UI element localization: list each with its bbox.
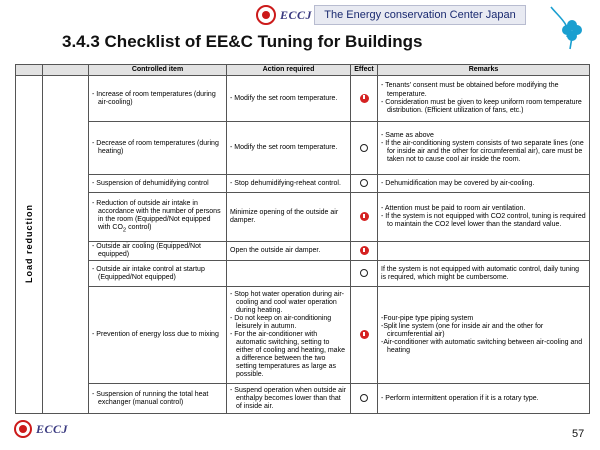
action-required: - Modify the set room temperature.	[230, 94, 338, 102]
header-effect: Effect	[351, 65, 378, 76]
eccj-logo	[256, 5, 312, 25]
eccj-logo-mark-icon	[256, 5, 276, 25]
eccj-logo-text: ECCJ	[280, 7, 313, 22]
category-cell	[16, 76, 43, 414]
controlled-item-tail: control)	[126, 224, 152, 232]
eccj-logo-mark-icon	[14, 420, 32, 438]
controlled-item-text: - Reduction of outside air intake in accordance with the number of persons in the room (Equipped/Not equipped with CO	[92, 199, 221, 232]
remark-line: - Attention must be paid to room air ventilation.	[381, 204, 526, 212]
controlled-item	[92, 200, 223, 234]
controlled-item: - Increase of room temperatures (during air-cooling)	[92, 90, 216, 106]
effect-circle-icon	[360, 144, 368, 152]
subscript-2: 2	[122, 227, 127, 234]
strong-effect-icon	[360, 330, 369, 339]
effect-circle-icon	[360, 394, 368, 402]
organization-banner: The Energy conservation Center Japan	[314, 5, 526, 25]
remark-line: - If the air-conditioning system consists of two separate lines (one for inside air and the other for circumferential air), care must be taken not to cause cool air inside the room.	[381, 140, 584, 164]
subcategory-blank-cell	[43, 76, 89, 414]
action-required: - Modify the set room temperature.	[230, 144, 338, 152]
table-row	[16, 287, 590, 384]
eccj-logo-text: ECCJ	[36, 421, 69, 436]
table-row	[16, 175, 590, 193]
action-required: Open the outside air damper.	[230, 247, 321, 255]
strong-effect-icon	[360, 212, 369, 221]
table-row	[16, 76, 590, 122]
strong-effect-icon	[360, 246, 369, 255]
remark-line: - If the system is not equipped with CO2 control, tuning is required to maintain the CO2 level lower than the standard value.	[381, 213, 586, 229]
action-required: - For the air-conditioner with automatic switching, setting to either of cooling and heating, make a difference between the two setting temperatures as large as possible.	[230, 331, 345, 379]
header-blank-cell	[16, 65, 43, 76]
remark-line: -Air-conditioner with automatic switching between air-cooling and heating	[381, 339, 583, 355]
table-row	[16, 122, 590, 175]
header-blank-cell	[43, 65, 89, 76]
header-remarks: Remarks	[378, 65, 590, 76]
remark-line: If the system is not equipped with automatic control, daily tuning is required, which might be cumbersome.	[381, 265, 580, 281]
action-required: - Suspend operation when outside air enthalpy becomes lower than that of inside air.	[230, 386, 346, 410]
remark-line: - Perform intermittent operation if it is a rotary type.	[381, 394, 539, 402]
action-required: - Stop hot water operation during air-cooling and cool water operation during heating.	[230, 290, 345, 314]
remark-line: -Four-pipe type piping system	[381, 315, 474, 323]
clover-logo-icon	[543, 3, 593, 53]
checklist-table	[15, 64, 590, 414]
page-title: 3.4.3 Checklist of EE&C Tuning for Buildings	[62, 32, 423, 51]
remark-line: -Split line system (one for inside air and the other for circumferential air)	[381, 323, 544, 339]
remark-line: - Consideration must be given to keep uniform room temperature distribution. (Efficient utilization of fans, etc.)	[381, 98, 582, 114]
controlled-item: - Outside air intake control at startup (Equipped/Not equipped)	[92, 265, 205, 281]
table-row	[16, 242, 590, 261]
controlled-item: - Suspension of running the total heat exchanger (manual control)	[92, 390, 209, 406]
page-number: 57	[572, 428, 585, 440]
header-controlled-item: Controlled item	[89, 65, 227, 76]
remark-line: - Tenants' consent must be obtained before modifying the temperature.	[381, 82, 559, 98]
effect-circle-icon	[360, 269, 368, 277]
table-header-row	[16, 65, 590, 76]
action-required: - Stop dehumidifying-reheat control.	[230, 179, 341, 187]
controlled-item: - Prevention of energy loss due to mixing	[92, 331, 219, 339]
action-required: - Do not keep on air-conditioning leisurely in autumn.	[230, 315, 332, 331]
table-row	[16, 193, 590, 242]
table-row	[16, 261, 590, 287]
controlled-item: - Suspension of dehumidifying control	[92, 179, 209, 187]
effect-circle-icon	[360, 179, 368, 187]
strong-effect-icon	[360, 94, 369, 103]
header-action-required: Action required	[227, 65, 351, 76]
checklist-table-wrapper	[15, 64, 589, 414]
controlled-item: - Outside air cooling (Equipped/Not equipped)	[92, 243, 201, 259]
controlled-item: - Decrease of room temperatures (during heating)	[92, 140, 219, 156]
eccj-logo-footer	[14, 420, 68, 438]
remark-line: - Same as above	[381, 131, 434, 139]
action-required: Minimize opening of the outside air damper.	[230, 209, 339, 225]
remark-line: - Dehumidification may be covered by air-cooling.	[381, 179, 535, 187]
category-label: Load reduction	[23, 203, 34, 283]
table-row	[16, 384, 590, 414]
